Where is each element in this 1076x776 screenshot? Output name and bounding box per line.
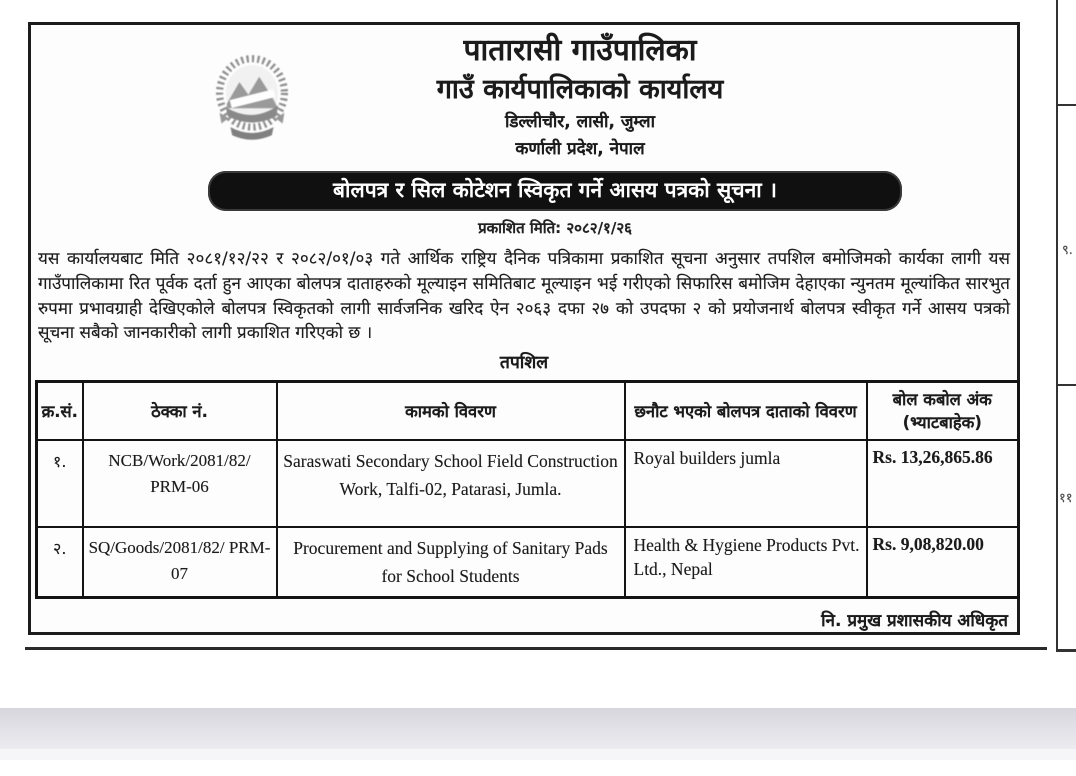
header-contract-no: ठेक्का नं. — [83, 382, 277, 441]
bottom-toolbar-shadow — [0, 749, 1076, 760]
table-caption: तपशिल — [499, 353, 549, 373]
nepal-coat-of-arms-icon — [207, 51, 297, 151]
cell-bid-amount: Rs. 13,26,865.86 — [867, 440, 1019, 527]
published-date: प्रकाशित मिति: २०८२/१/२६ — [478, 219, 632, 238]
cell-work-description: Saraswati Secondary School Field Construction Work, Talfi-02, Patarasi, Jumla. — [277, 440, 625, 527]
cell-selected-bidder: Royal builders jumla — [625, 440, 867, 527]
adjacent-column-border — [1056, 0, 1058, 652]
signatory-title: नि. प्रमुख प्रशासकीय अधिकृत — [821, 611, 1008, 632]
column-divider-rule — [25, 647, 1047, 650]
adjacent-row-number: ९. — [1062, 243, 1073, 258]
address-line-2: कर्णाली प्रदेश, नेपाल — [515, 139, 645, 160]
adjacent-column-cell-border — [1056, 384, 1076, 386]
table-header-row — [37, 382, 1019, 441]
cell-bid-amount: Rs. 9,08,820.00 — [867, 527, 1019, 598]
address-line-1: डिल्लीचौर, लासी, जुम्ला — [505, 112, 655, 133]
tender-notice-document — [28, 22, 1020, 635]
header-bid-amount: बोल कबोल अंक (भ्याटबाहेक) — [867, 382, 1019, 441]
cell-selected-bidder: Health & Hygiene Products Pvt. Ltd., Nepal — [625, 527, 867, 598]
office-name: गाउँ कार्यपालिकाको कार्यालय — [436, 73, 724, 105]
cell-contract-no: NCB/Work/2081/82/ PRM-06 — [83, 440, 277, 527]
header-work-description: कामको विवरण — [277, 382, 625, 441]
cell-serial-no: २. — [37, 527, 83, 598]
tender-results-table — [35, 380, 1020, 599]
cell-serial-no: १. — [37, 440, 83, 527]
bottom-toolbar-strip — [0, 708, 1076, 749]
header-serial-no: क्र.सं. — [37, 382, 83, 441]
notice-body-paragraph: यस कार्यालयबाट मिति २०८१/१२/२२ र २०८२/०१/०३ गते आर्थिक राष्ट्रिय दैनिक पत्रिकामा प्रकाशित सूचना अनुसार तपशिल बमोजिमको कार्यका लागी यस गाउँपालिकामा रित पूर्वक दर्ता हुन आएका बोलपत्र दाताहरुको मूल्याइन समितिबाट मूल्याइन भई गरीएको सिफारिस बमोजिम देहाएका न्युनतम मूल्यांकित सारभुत रुपमा प्रभावग्राही देखिएकोले बोलपत्र स्विकृतको लागी सार्वजनिक खरिद ऐन २०६३ दफा २७ को उपदफा २ को प्रयोजनार्थ बोलपत्र स्वीकृत गर्ने आसय पत्रको सूचना सबैको जानकारीको लागी प्रकाशित गरिएको छ । — [38, 249, 1010, 344]
table-row — [37, 440, 1019, 527]
municipality-name: पातारासी गाउँपालिका — [463, 33, 697, 68]
adjacent-column-cell-border — [1056, 104, 1076, 106]
notice-title-banner: बोलपत्र र सिल कोटेशन स्विकृत गर्ने आसय पत्रको सूचना । — [208, 171, 902, 211]
header-selected-bidder: छनौट भएको बोलपत्र दाताको विवरण — [625, 382, 867, 441]
adjacent-column-cell-border — [1056, 649, 1076, 652]
cell-contract-no: SQ/Goods/2081/82/ PRM-07 — [83, 527, 277, 598]
adjacent-row-number: ११ — [1059, 491, 1073, 506]
table-row — [37, 527, 1019, 598]
cell-work-description: Procurement and Supplying of Sanitary Pads for School Students — [277, 527, 625, 598]
